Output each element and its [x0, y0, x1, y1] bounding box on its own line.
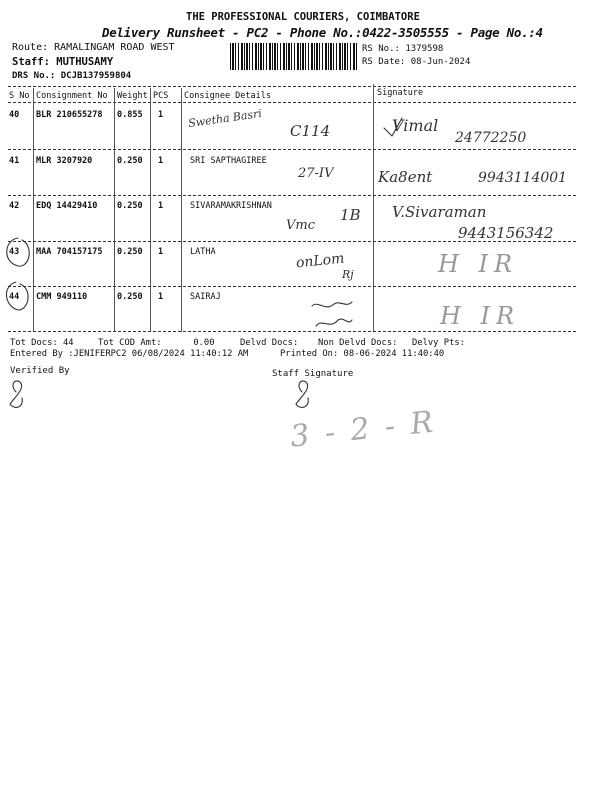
rs-date: RS Date: 08-Jun-2024 [362, 57, 471, 67]
handwritten-signature: Ka8ent [378, 168, 433, 186]
handwritten-signature: V.Sivaraman [392, 203, 487, 221]
scribble-mark [316, 319, 352, 326]
circle-mark [6, 282, 28, 310]
handwritten-signature: Vimal [392, 116, 439, 135]
row-weight: 0.250 [117, 247, 143, 257]
drs-number: DRS No.: DCJB137959804 [12, 71, 132, 81]
row-weight: 0.250 [117, 201, 143, 211]
handwritten-phone: 9443156342 [458, 224, 554, 242]
row-consignment: BLR 210655278 [36, 110, 103, 120]
row-pcs: 1 [158, 110, 164, 120]
printed-on: Printed On: 08-06-2024 11:40:40 [280, 349, 445, 359]
row-sno: 42 [9, 201, 20, 211]
col-header-weight: Weight [117, 91, 148, 101]
handwritten-signature: H IR [438, 250, 519, 278]
scribble-mark [312, 302, 352, 307]
row-consignee: SRI SAPTHAGIREE [190, 156, 267, 166]
row-consignment: MLR 3207920 [36, 156, 93, 166]
handwritten-mark: 27-IV [298, 166, 334, 181]
handwritten-name: Swetha Basri [187, 106, 263, 131]
col-header-pcs: PCS [153, 91, 169, 101]
verified-by-label: Verified By [10, 366, 70, 376]
company-name: THE PROFESSIONAL COURIERS, COIMBATORE [186, 11, 420, 23]
handwritten-mark: Rj [342, 268, 354, 281]
col-header-signature: Signature [377, 88, 424, 98]
row-consignment: MAA 704157175 [36, 247, 103, 257]
circle-mark [7, 238, 30, 266]
row-weight: 0.855 [117, 110, 143, 120]
row-pcs: 1 [158, 156, 164, 166]
delivery-points: Delvy Pts: [412, 338, 465, 348]
row-pcs: 1 [158, 201, 164, 211]
row-consignment: EDQ 14429410 [36, 201, 98, 211]
handwritten-phone: 9943114001 [478, 170, 568, 186]
staff-signature-label: Staff Signature [272, 369, 354, 379]
staff-signature-mark [296, 381, 308, 407]
row-weight: 0.250 [117, 156, 143, 166]
route-label: Route: RAMALINGAM ROAD WEST [12, 42, 175, 53]
col-header-sno: S No [9, 91, 30, 101]
row-sno: 43 [9, 247, 20, 257]
entered-by: Entered By :JENIFERPC2 06/08/2024 11:40:12 AM [10, 349, 249, 359]
verified-signature [10, 381, 22, 407]
row-weight: 0.250 [117, 292, 143, 302]
col-header-consignee: Consignee Details [184, 91, 271, 101]
non-delivered-docs: Non Delvd Docs: [318, 338, 398, 348]
row-sno: 44 [9, 292, 20, 302]
row-pcs: 1 [158, 247, 164, 257]
rs-number: RS No.: 1379598 [362, 44, 444, 54]
delivered-docs: Delvd Docs: [240, 338, 299, 348]
row-sno: 40 [9, 110, 20, 120]
total-cod-amount: Tot COD Amt: 0.00 [98, 338, 215, 348]
handwritten-note: 3 - 2 - R [288, 404, 438, 455]
row-pcs: 1 [158, 292, 164, 302]
col-header-consignment: Consignment No [36, 91, 108, 101]
handwritten-mark: C114 [290, 122, 331, 140]
handwritten-mark: 1B [340, 206, 361, 224]
total-docs: Tot Docs: 44 [10, 338, 74, 348]
page-title: Delivery Runsheet - PC2 - Phone No.:0422-3505555 - Page No.:4 [102, 25, 543, 40]
row-consignee: SAIRAJ [190, 292, 221, 302]
row-sno: 41 [9, 156, 20, 166]
handwritten-phone: 24772250 [455, 130, 527, 146]
row-consignee: SIVARAMAKRISHNAN [190, 201, 272, 211]
tick-mark [384, 118, 402, 136]
row-consignment: CMM 949110 [36, 292, 88, 302]
staff-label: Staff: MUTHUSAMY [12, 56, 114, 68]
handwritten-name: onLom [295, 250, 346, 272]
handwritten-name: Vmc [286, 218, 315, 233]
row-consignee: LATHA [190, 247, 216, 257]
handwritten-signature: H IR [440, 302, 521, 330]
